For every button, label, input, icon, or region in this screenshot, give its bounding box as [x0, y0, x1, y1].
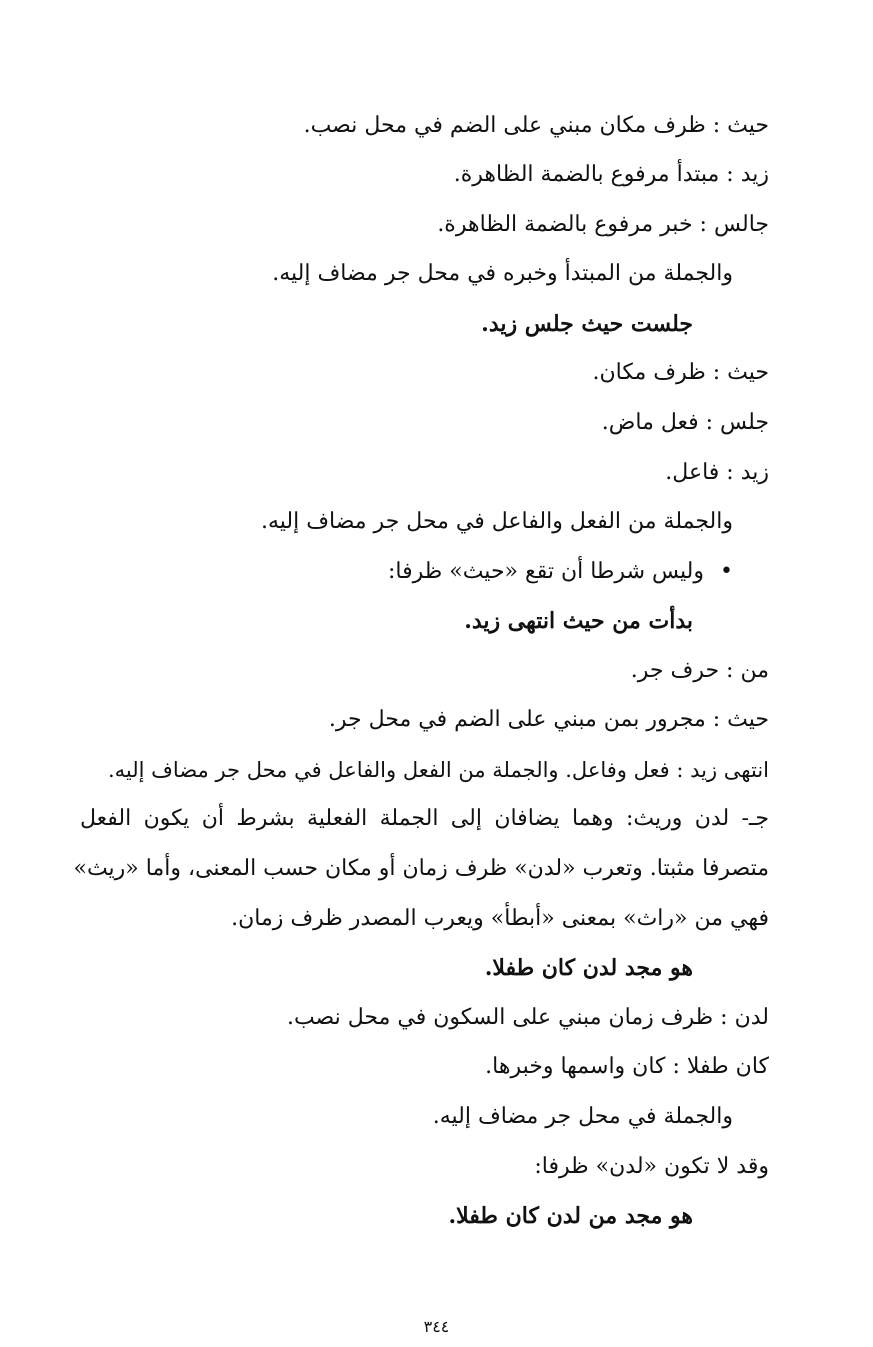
page-number: ٣٤٤ [423, 1317, 450, 1336]
text-line: والجملة في محل جر مضاف إليه. [432, 1104, 733, 1129]
text-line: زيد : فاعل. [665, 460, 769, 485]
bullet-icon: • [720, 559, 733, 584]
text-line: جلس : فعل ماض. [601, 410, 769, 435]
text-line: والجملة من المبتدأ وخبره في محل جر مضاف إليه. [272, 261, 733, 286]
bullet-item [388, 557, 733, 587]
text-line: جالس : خبر مرفوع بالضمة الظاهرة. [437, 212, 769, 237]
text-line: كان طفلا : كان واسمها وخبرها. [485, 1054, 769, 1079]
example-sentence: بدأت من حيث انتهى زيد. [464, 608, 693, 634]
paragraph-line: فهي من «راث» بمعنى «أبطأ» ويعرب المصدر ظرف زمان. [231, 906, 769, 931]
text-line: حيث : ظرف مكان. [592, 360, 769, 385]
example-sentence: جلست حيث جلس زيد. [481, 311, 693, 337]
text-line: حيث : مجرور بمن مبني على الضم في محل جر. [328, 707, 769, 732]
text-line: انتهى زيد : فعل وفاعل. والجملة من الفعل والفاعل في محل جر مضاف إليه. [107, 758, 769, 782]
text-line: حيث : ظرف مكان مبني على الضم في محل نصب. [303, 113, 769, 138]
text-line: والجملة من الفعل والفاعل في محل جر مضاف إليه. [260, 509, 733, 534]
example-sentence: هو مجد من لدن كان طفلا. [448, 1203, 693, 1229]
bullet-text: وليس شرطا أن تقع «حيث» ظرفا: [387, 559, 705, 584]
text-line: زيد : مبتدأ مرفوع بالضمة الظاهرة. [453, 162, 769, 187]
paragraph-line: جـ- لدن وريث: وهما يضافان إلى الجملة الفعلية بشرط أن يكون الفعل [80, 806, 769, 831]
example-sentence: هو مجد لدن كان طفلا. [484, 955, 693, 981]
text-line: لدن : ظرف زمان مبني على السكون في محل نصب. [286, 1005, 769, 1030]
text-line: وقد لا تكون «لدن» ظرفا: [534, 1154, 769, 1179]
text-line: من : حرف جر. [630, 658, 769, 683]
paragraph-line: متصرفا مثبتا. وتعرب «لدن» ظرف زمان أو مكان حسب المعنى، وأما «ريث» [73, 856, 769, 881]
